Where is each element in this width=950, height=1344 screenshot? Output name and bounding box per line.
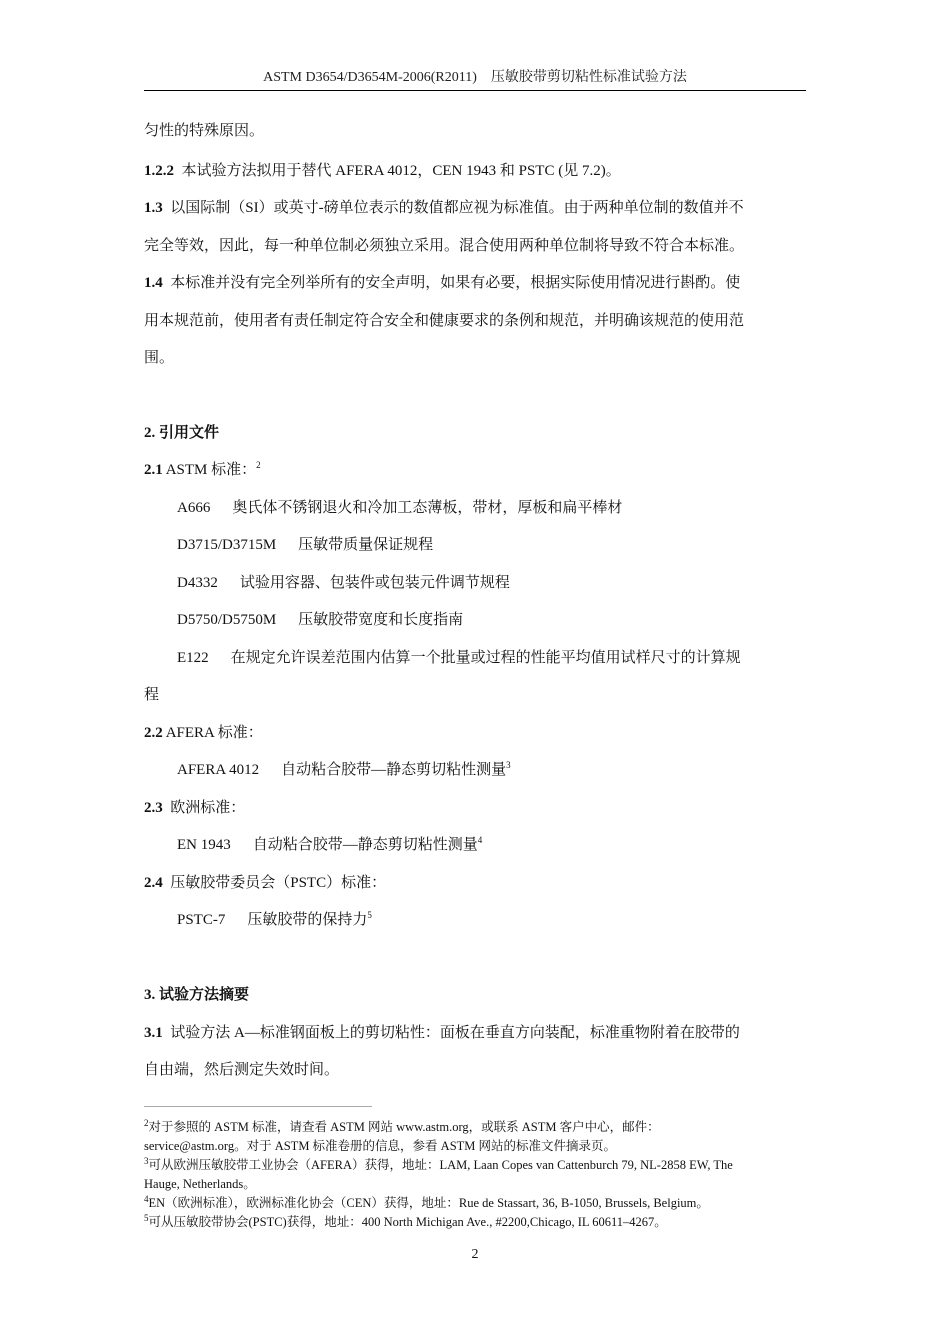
reference-item (177, 574, 510, 592)
clause-text: 本标准并没有完全列举所有的安全声明，如果有必要，根据实际使用情况进行斟酌。使 (170, 275, 741, 291)
reference-item (177, 536, 433, 554)
footnote-ref: 4 (477, 835, 483, 845)
reference-item-continued: 程 (144, 687, 160, 703)
footnote-2 (144, 1118, 806, 1137)
clause-text: 欧洲标准： (170, 800, 246, 816)
clause-number: 1.4 (144, 275, 163, 291)
continued-paragraph: 匀性的特殊原因。 (144, 123, 265, 139)
footnotes (144, 1118, 806, 1232)
clause-text: AFERA 标准： (165, 725, 263, 741)
clause-number: 1.2.2 (144, 163, 174, 179)
footnote-mark: 5 (144, 1212, 149, 1223)
footnote-text: 可从压敏胶带协会(PSTC)获得，地址：400 North Michigan Ave., #2200,Chicago, IL 60611–4267。 (148, 1215, 667, 1229)
clause-3-1-line2: 自由端，然后测定失效时间。 (144, 1062, 340, 1078)
reference-item (177, 836, 482, 854)
reference-code: E122 (177, 650, 209, 666)
reference-code: D4332 (177, 575, 218, 591)
footnote-text: 对于参照的 ASTM 标准，请查看 ASTM 网站 www.astm.org，或联系 ASTM 客户中心，邮件： (148, 1120, 660, 1134)
reference-desc: 奥氏体不锈钢退火和冷加工态薄板，带材，厚板和扁平棒材 (232, 500, 623, 516)
reference-code: A666 (177, 500, 211, 516)
footnote-2-cont: service@astm.org。对于 ASTM 标准卷册的信息，参看 ASTM 网站的标准文件摘录页。 (144, 1139, 617, 1153)
clause-text: 本试验方法拟用于替代 AFERA 4012，CEN 1943 和 PSTC (见 7.2)。 (181, 163, 621, 179)
clause-number: 3.1 (144, 1025, 163, 1041)
reference-desc: 在规定允许误差范围内估算一个批量或过程的性能平均值用试样尺寸的计算规 (230, 650, 741, 666)
clause-1-3-line1 (144, 199, 744, 217)
section-2-heading: 2. 引用文件 (144, 425, 220, 441)
clause-text: 以国际制（SI）或英寸-磅单位表示的数值都应视为标准值。由于两种单位制的数值并不 (170, 200, 744, 216)
footnote-mark: 4 (144, 1193, 149, 1204)
clause-1-4-line2: 用本规范前，使用者有责任制定符合安全和健康要求的条例和规范，并明确该规范的使用范 (144, 313, 745, 329)
footnote-ref: 5 (367, 910, 372, 920)
reference-code: D5750/D5750M (177, 612, 277, 628)
footnote-ref: 2 (256, 460, 261, 470)
clause-1-4-line1 (144, 274, 740, 292)
footnote-5 (144, 1213, 806, 1232)
reference-desc: 试验用容器、包装件或包装元件调节规程 (239, 575, 510, 591)
reference-desc: 压敏带质量保证规程 (298, 537, 434, 553)
reference-item (177, 499, 622, 517)
clause-text: 压敏胶带委员会（PSTC）标准： (170, 875, 387, 891)
footnote-3-cont: Hauge, Netherlands。 (144, 1177, 256, 1191)
clause-number: 2.3 (144, 800, 163, 816)
clause-1-2-2 (144, 162, 621, 180)
clause-number: 1.3 (144, 200, 163, 216)
clause-2-2 (144, 724, 263, 742)
reference-item (177, 649, 741, 667)
clause-3-1-line1 (144, 1024, 740, 1042)
reference-desc: 压敏胶带宽度和长度指南 (298, 612, 464, 628)
clause-2-1 (144, 461, 261, 479)
footnote-divider (144, 1106, 372, 1107)
footnote-3 (144, 1156, 806, 1175)
section-3-heading: 3. 试验方法摘要 (144, 987, 250, 1003)
reference-desc: 自动粘合胶带—静态剪切粘性测量 (281, 762, 507, 778)
reference-item (177, 911, 372, 929)
footnote-text: EN（欧洲标准），欧洲标准化协会（CEN）获得，地址：Rue de Stassart, 36, B-1050, Brussels, Belgium。 (148, 1196, 709, 1210)
clause-2-4 (144, 874, 386, 892)
footnote-text: 可从欧洲压敏胶带工业协会（AFERA）获得，地址：LAM, Laan Copes van Cattenburch 79, NL-2858 EW, The (148, 1158, 733, 1172)
footnote-4 (144, 1194, 806, 1213)
page-number: 2 (471, 1247, 479, 1262)
reference-code: AFERA 4012 (177, 762, 260, 778)
footnote-mark: 2 (144, 1117, 149, 1128)
clause-number: 2.1 (144, 462, 163, 478)
clause-text: 试验方法 A—标准钢面板上的剪切粘性：面板在垂直方向装配，标准重物附着在胶带的 (170, 1025, 740, 1041)
reference-code: PSTC-7 (177, 912, 226, 928)
reference-code: D3715/D3715M (177, 537, 277, 553)
clause-1-3-line2: 完全等效，因此，每一种单位制必须独立采用。混合使用两种单位制将导致不符合本标准。 (144, 238, 745, 254)
clause-number: 2.4 (144, 875, 163, 891)
footnote-ref: 3 (506, 760, 511, 770)
reference-desc: 自动粘合胶带—静态剪切粘性测量 (252, 837, 478, 853)
footnote-mark: 3 (144, 1155, 149, 1166)
running-header: ASTM D3654/D3654M-2006(R2011) 压敏胶带剪切粘性标准试验方法 (144, 66, 806, 91)
clause-number: 2.2 (144, 725, 163, 741)
reference-item (177, 761, 511, 779)
clause-text: ASTM 标准： (165, 462, 257, 478)
reference-code: EN 1943 (177, 837, 231, 853)
clause-1-4-line3: 围。 (144, 350, 175, 366)
clause-2-3 (144, 799, 245, 817)
reference-desc: 压敏胶带的保持力 (247, 912, 368, 928)
reference-item (177, 611, 463, 629)
